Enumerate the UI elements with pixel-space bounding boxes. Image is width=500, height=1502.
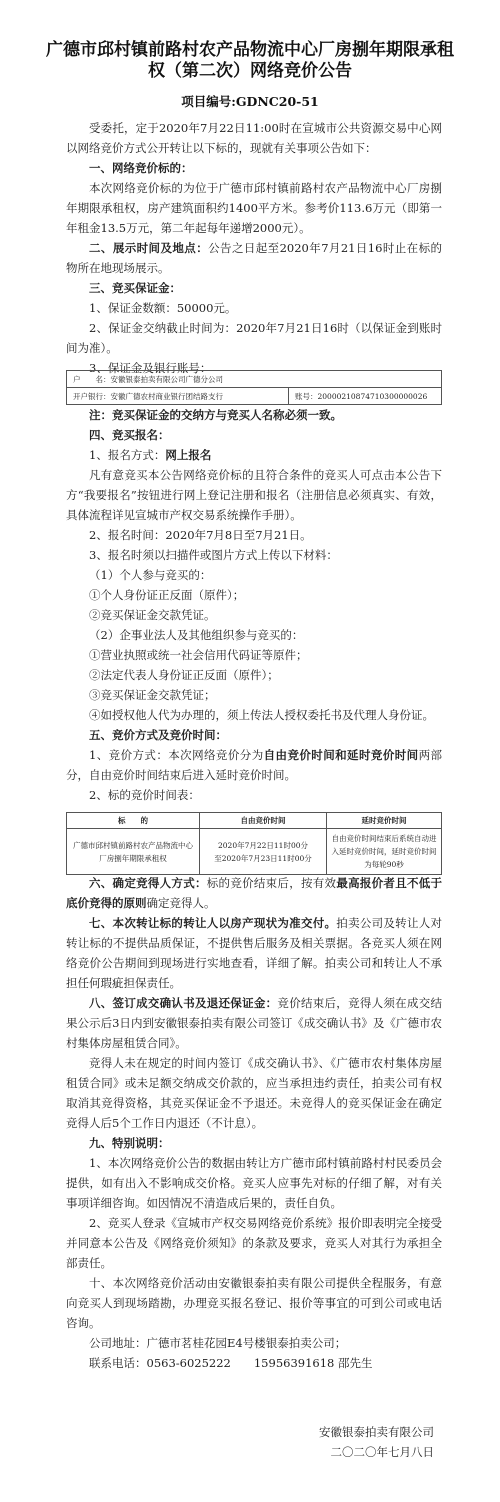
- signature-company: 安徽银泰拍卖有限公司: [319, 1425, 434, 1439]
- signature-block: [319, 1422, 434, 1462]
- section-2-heading: 二、展示时间及地点：: [89, 241, 209, 255]
- bidding-time-table: [66, 812, 442, 875]
- bidding-schedule-label: 2、标的竞价时间表：: [89, 788, 200, 802]
- account-name-value: 安徽银泰拍卖有限公司广德分公司: [110, 374, 223, 384]
- special-note-2: 2、竞买人登录《宣城市产权交易网络竞价系统》报价即表明完全接受并同意本公告及《网络竞价须知》的条款及要求，竞买人对其行为承担全部责任。: [66, 1216, 442, 1270]
- deposit-amount: 1、保证金数额：50000元。: [89, 301, 237, 315]
- free-bid-cell: [200, 829, 327, 875]
- enterprise-item-4: ④如授权他人代为办理的，须上传法人授权委托书及代理人身份证。: [89, 708, 434, 722]
- free-bid-start: 2020年7月22日11时00分: [218, 840, 308, 850]
- section-7-heading: 七、本次转让标的转让人以房产现状为准交付。: [89, 916, 337, 930]
- registration-method: 网上报名: [165, 448, 212, 462]
- account-name-cell: 户 名：安徽银泰拍卖有限公司广德分公司: [67, 371, 442, 388]
- special-note-1: 1、本次网络竞价公告的数据由转让方广德市邱村镇前路村村民委员会提供，如有出入不影响成交价格。竞买人应事先对标的仔细了解，对有关事项详细咨询。如因情况不清造成后果的，责任自负。: [66, 1156, 442, 1210]
- section-6-heading: 六、确定竞得人方式：: [89, 876, 207, 890]
- registration-time: 2、报名时间：2020年7月8日至7月21日。: [89, 528, 312, 542]
- section-5-heading: 五、竞价方式及竞价时间：: [89, 728, 227, 742]
- signature-date: 二〇二〇年七月八日: [330, 1445, 434, 1459]
- section-1-heading: 一、网络竞价标的：: [89, 161, 193, 175]
- item-cell: 广德市邱村镇前路村农产品物流中心厂房捌年期限承租权: [67, 829, 200, 875]
- section-8-heading: 八、签订成交确认书及退还保证金：: [89, 996, 278, 1010]
- bank-name-value: 安徽广德农村商业银行团结路支行: [110, 391, 223, 401]
- section-1-body: 本次网络竞价标的为位于广德市邱村镇前路村农产品物流中心厂房捌年期限承租权，房产建筑面积约1400平方米。参考价113.6万元（即第一年租金13.5万元，第二年起每年递增2000元）。: [66, 181, 442, 235]
- section-4-heading: 四、竞买报名：: [89, 428, 170, 442]
- company-address: 公司地址：广德市茗桂花园E4号楼银泰拍卖公司；: [89, 1336, 347, 1350]
- enterprise-item-2: ②法定代表人身份证正反面（原件）；: [89, 668, 279, 682]
- enterprise-item-1: ①营业执照或统一社会信用代码证等原件；: [89, 648, 308, 662]
- bank-account-table: [66, 370, 442, 405]
- section-rules: 六、确定竞得人方式：标的竞价结束后，按有效最高报价者且不低于底价竞得的原则确定竞得人。 七、本次转让标的转让人以房产现状为准交付。拍卖公司及转让人对转让标的不提供品质保证，不提供售后服务及相关票据。各竞买人须在网络竞价公告期间到现场进行实地查看，详细了解。拍卖公司和转让人不承担任何瑕疵担保责任。 八、签订成交确认书及退还保证金：竞价结束后，竞得人须在成交结果公示后3日内到安徽银泰拍卖有限公司签订《成交确认书》及《广德市农村集体房屋租赁合同》。 竞得人未在规定的时间内签订《成交确认书》、《广德市农村集体房屋租赁合同》或未足额交纳成交价款的，应当承担违约责任，拍卖公司有权取消其竞得资格，其竞买保证金不予退还。未竞得人的竞买保证金在确定竞得人后5个工作日内退还（不计息）。 九、特别说明： 1、本次网络竞价公告的数据由转让方广德市邱村镇前路村村民委员会提供，如有出入不影响成交价格。竞买人应事先对标的仔细了解，对有关事项详细咨询。如因情况不清造成后果的，责任自负。 2、竞买人登录《宣城市产权交易网络竞价系统》报价即表明完全接受并同意本公告及《网络竞价须知》的条款及要求，竞买人对其行为承担全部责任。 十、本次网络竞价活动由安徽银泰拍卖有限公司提供全程服务，有意向竞买人到现场踏勘，办理竞买报名登记、报价等事宜的可到公司或电话咨询。 公司地址：广德市茗桂花园E4号楼银泰拍卖公司； 联系电话：0563-6025222 15956391618 邵先生: [66, 873, 442, 1373]
- individual-heading: （1）个人参与竞买的：: [89, 568, 212, 582]
- free-bid-end: 至2020年7月23日11时00分: [214, 853, 312, 863]
- section-8-body: 竞价结束后，竞得人须在成交结果公示后3日内到安徽银泰拍卖有限公司签订《成交确认书》及《广德市农村集体房屋租赁合同》。: [66, 996, 443, 1050]
- header-free-bid: 自由竞价时间: [200, 813, 327, 829]
- bank-name-cell: 开户银行：安徽广德农村商业银行团结路支行: [67, 388, 289, 405]
- intro-paragraph: 受委托，定于2020年7月22日11:00时在宣城市公共资源交易中心网以网络竞价方式公开转让以下标的，现就有关事项公告如下：: [66, 121, 442, 155]
- winning-principle: 最高报价者且不低于底价竞得的原则: [66, 876, 443, 910]
- project-number: 项目编号:GDNC20-51: [181, 94, 319, 109]
- extended-bid-cell: 自由竞价时间结束后系统自动进入延时竞价时间，延时竞价时间为每轮90秒: [327, 829, 442, 875]
- section-intro-to-deposit: [66, 118, 442, 378]
- registration-instructions: 凡有意竞买本公告网络竞价标的且符合条件的竞买人可点击本公告下方“我要报名”按钮进行网上登记注册和报名（注册信息必须真实、有效，具体流程详见宣城市产权交易系统操作手册）。: [66, 468, 442, 522]
- individual-item-2: ②竞买保证金交款凭证。: [89, 608, 216, 622]
- bidding-phases: 自由竞价时间和延时竞价时间: [263, 748, 419, 762]
- section-9-heading: 九、特别说明：: [89, 1136, 170, 1150]
- header-item: 标 的: [67, 813, 200, 829]
- deposit-note: 注：竞买保证金的交纳方与竞买人名称必须一致。: [89, 408, 342, 422]
- account-number-cell: 账号：20000210874710300000026: [289, 388, 442, 405]
- deposit-account-label: 3、保证金及银行账号：: [89, 361, 212, 375]
- contact-phone: 联系电话：0563-6025222 15956391618 邵先生: [89, 1356, 373, 1370]
- account-number-value: 20000210874710300000026: [317, 391, 428, 401]
- section-8-body-2: 竞得人未在规定的时间内签订《成交确认书》、《广德市农村集体房屋租赁合同》或未足额交纳成交价款的，应当承担违约责任，拍卖公司有权取消其竞得资格，其竞买保证金不予退还。未竞得人的竞买保证金在确定竞得人后5个工作日内退还（不计息）。: [66, 1056, 442, 1130]
- upload-materials: 3、报名时须以扫描件或图片方式上传以下材料：: [89, 548, 338, 562]
- header-extended-bid: 延时竞价时间: [327, 813, 442, 829]
- section-3-heading: 三、竞买保证金：: [89, 281, 181, 295]
- page-title: 广德市邱村镇前路村农产品物流中心厂房捌年期限承租权（第二次）网络竞价公告: [46, 40, 454, 81]
- deposit-deadline: 2、保证金交纳截止时间为：2020年7月21日16时（以保证金到账时间为准）。: [66, 321, 442, 355]
- section-7-body: 拍卖公司及转让人对转让标的不提供品质保证，不提供售后服务及相关票据。各竞买人须在网络竞价公告期间到现场进行实地查看，详细了解。拍卖公司和转让人不承担任何瑕疵担保责任。: [66, 916, 443, 990]
- section-10: 十、本次网络竞价活动由安徽银泰拍卖有限公司提供全程服务，有意向竞买人到现场踏勘，办理竞买报名登记、报价等事宜的可到公司或电话咨询。: [66, 1276, 442, 1330]
- section-registration: 注：竞买保证金的交纳方与竞买人名称必须一致。 四、竞买报名： 1、报名方式：网上报名 凡有意竞买本公告网络竞价标的且符合条件的竞买人可点击本公告下方“我要报名”按钮进行网上登记注册和报名（注册信息必须真实、有效，具体流程详见宣城市产权交易系统操作手册）。 2、报名时间：2020年7月8日至7月21日。 3、报名时须以扫描件或图片方式上传以下材料： （1）个人参与竞买的： ①个人身份证正反面（原件）； ②竞买保证金交款凭证。 （2）企事业法人及其他组织参与竞买的： ①营业执照或统一社会信用代码证等原件； ②法定代表人身份证正反面（原件）； ③竞买保证金交款凭证； ④如授权他人代为办理的，须上传法人授权委托书及代理人身份证。 五、竞价方式及竞价时间： 1、竞价方式：本次网络竞价分为自由竞价时间和延时竞价时间两部分，自由竞价时间结束后进入延时竞价时间。 2、标的竞价时间表：: [66, 405, 442, 805]
- enterprise-heading: （2）企事业法人及其他组织参与竞买的：: [89, 628, 304, 642]
- section-2-body: 公告之日起至2020年7月21日16时止在标的物所在地现场展示。: [66, 241, 442, 275]
- individual-item-1: ①个人身份证正反面（原件）；: [89, 588, 245, 602]
- enterprise-item-3: ③竞买保证金交款凭证；: [89, 688, 216, 702]
